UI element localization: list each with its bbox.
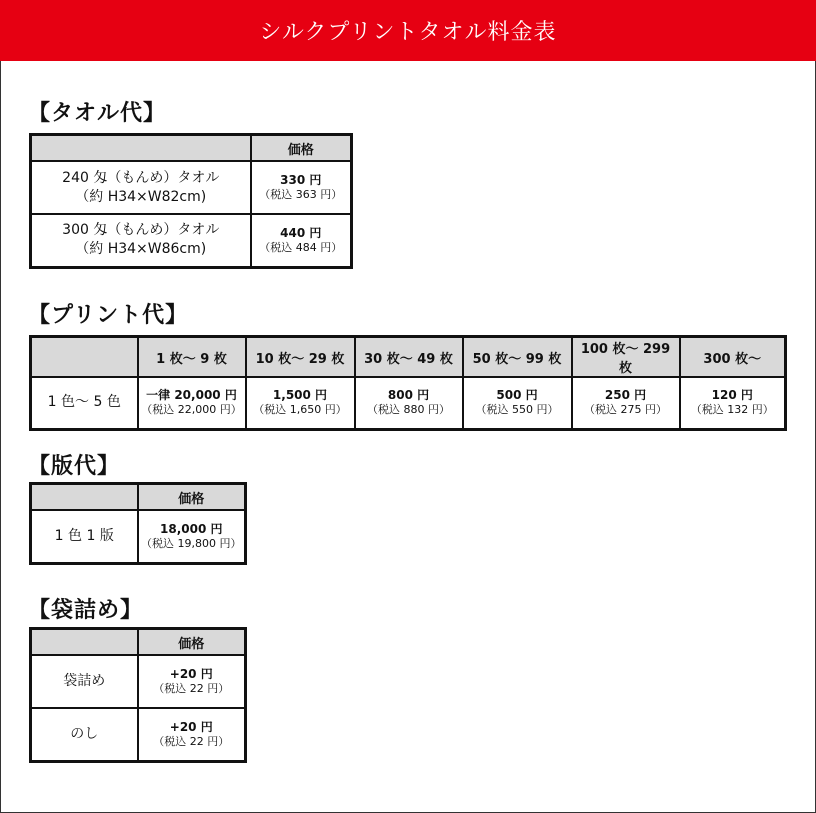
towel-row-price bbox=[251, 161, 352, 214]
tax-included-value: （税込 880 円） bbox=[367, 403, 450, 417]
plate-price-table bbox=[29, 482, 247, 565]
price-value: 330 円 bbox=[280, 173, 322, 187]
bag-price-cell bbox=[138, 708, 246, 761]
print-section-title: 【プリント代】 bbox=[28, 303, 189, 328]
print-header-qty: 1 枚～ 9 枚 bbox=[138, 337, 246, 378]
price-value: 800 円 bbox=[387, 388, 430, 403]
print-price-cell bbox=[572, 377, 680, 429]
print-header-blank bbox=[31, 337, 138, 378]
plate-row-label: 1 色 1 版 bbox=[31, 510, 138, 563]
price-value: 18,000 円 bbox=[160, 521, 223, 536]
print-header-qty: 300 枚～ bbox=[680, 337, 786, 378]
table-row bbox=[31, 655, 246, 708]
tax-included-value: （税込 22,000 円） bbox=[141, 403, 242, 417]
price-value: 一律 20,000 円 bbox=[146, 388, 237, 403]
price-value: 120 円 bbox=[711, 388, 753, 403]
table-row bbox=[31, 214, 352, 267]
table-row bbox=[31, 161, 352, 214]
towel-label-line2: （約 H34×W82cm) bbox=[75, 188, 207, 205]
towel-row-label bbox=[31, 161, 251, 214]
print-header-qty: 30 枚～ 49 枚 bbox=[355, 337, 463, 378]
tax-included-value: （税込 550 円） bbox=[475, 403, 559, 417]
plate-header-price: 価格 bbox=[138, 484, 246, 511]
bag-price-cell bbox=[138, 655, 246, 708]
table-row bbox=[31, 377, 786, 429]
page-title: シルクプリントタオル料金表 bbox=[259, 20, 557, 45]
tax-included-value: （税込 275 円） bbox=[584, 403, 667, 417]
bag-section-title: 【袋詰め】 bbox=[28, 598, 144, 623]
print-header-qty: 50 枚～ 99 枚 bbox=[463, 337, 572, 378]
tax-included-value: （税込 19,800 円） bbox=[141, 536, 242, 550]
print-header-qty: 10 枚～ 29 枚 bbox=[246, 337, 355, 378]
tax-included-value: （税込 484 円） bbox=[259, 240, 343, 254]
towel-label-line1: 240 匁（もんめ）タオル bbox=[62, 169, 220, 186]
print-price-cell bbox=[138, 377, 246, 429]
price-value: +20 円 bbox=[169, 667, 213, 681]
print-price-cell bbox=[463, 377, 572, 429]
towel-row-price bbox=[251, 214, 352, 267]
bag-header-price: 価格 bbox=[138, 629, 246, 656]
towel-row-label bbox=[31, 214, 251, 267]
tax-included-value: （税込 363 円） bbox=[259, 188, 343, 201]
plate-section-title: 【版代】 bbox=[28, 454, 121, 479]
bag-header-blank bbox=[31, 629, 138, 656]
tax-included-value: （税込 1,650 円） bbox=[253, 403, 347, 417]
towel-label-line2: （約 H34×W86cm) bbox=[75, 241, 207, 258]
price-value: +20 円 bbox=[169, 719, 213, 734]
price-value: 500 円 bbox=[496, 388, 538, 403]
towel-price-table bbox=[29, 133, 353, 269]
plate-header-blank bbox=[31, 484, 138, 511]
tax-included-value: （税込 22 円） bbox=[153, 682, 230, 695]
price-value: 250 円 bbox=[604, 388, 647, 403]
price-value: 440 円 bbox=[280, 225, 322, 240]
towel-section-title: 【タオル代】 bbox=[28, 101, 167, 126]
tax-included-value: （税込 132 円） bbox=[690, 403, 774, 417]
bag-row-label: のし bbox=[31, 708, 138, 761]
bag-row-label: 袋詰め bbox=[31, 655, 138, 708]
table-row bbox=[31, 708, 246, 761]
towel-label-line1: 300 匁（もんめ）タオル bbox=[62, 222, 220, 239]
print-price-cell bbox=[355, 377, 463, 429]
print-row-label: 1 色～ 5 色 bbox=[31, 377, 138, 429]
towel-header-price: 価格 bbox=[251, 135, 352, 162]
print-price-table bbox=[29, 335, 787, 431]
tax-included-value: （税込 22 円） bbox=[153, 734, 230, 748]
table-row bbox=[31, 510, 246, 563]
towel-header-blank bbox=[31, 135, 251, 162]
page-header bbox=[0, 0, 816, 61]
bag-price-table bbox=[29, 627, 247, 763]
price-value: 1,500 円 bbox=[272, 388, 328, 403]
print-price-cell bbox=[246, 377, 355, 429]
print-price-cell bbox=[680, 377, 786, 429]
print-header-qty: 100 枚～ 299 枚 bbox=[572, 337, 680, 378]
plate-price-cell bbox=[138, 510, 246, 563]
